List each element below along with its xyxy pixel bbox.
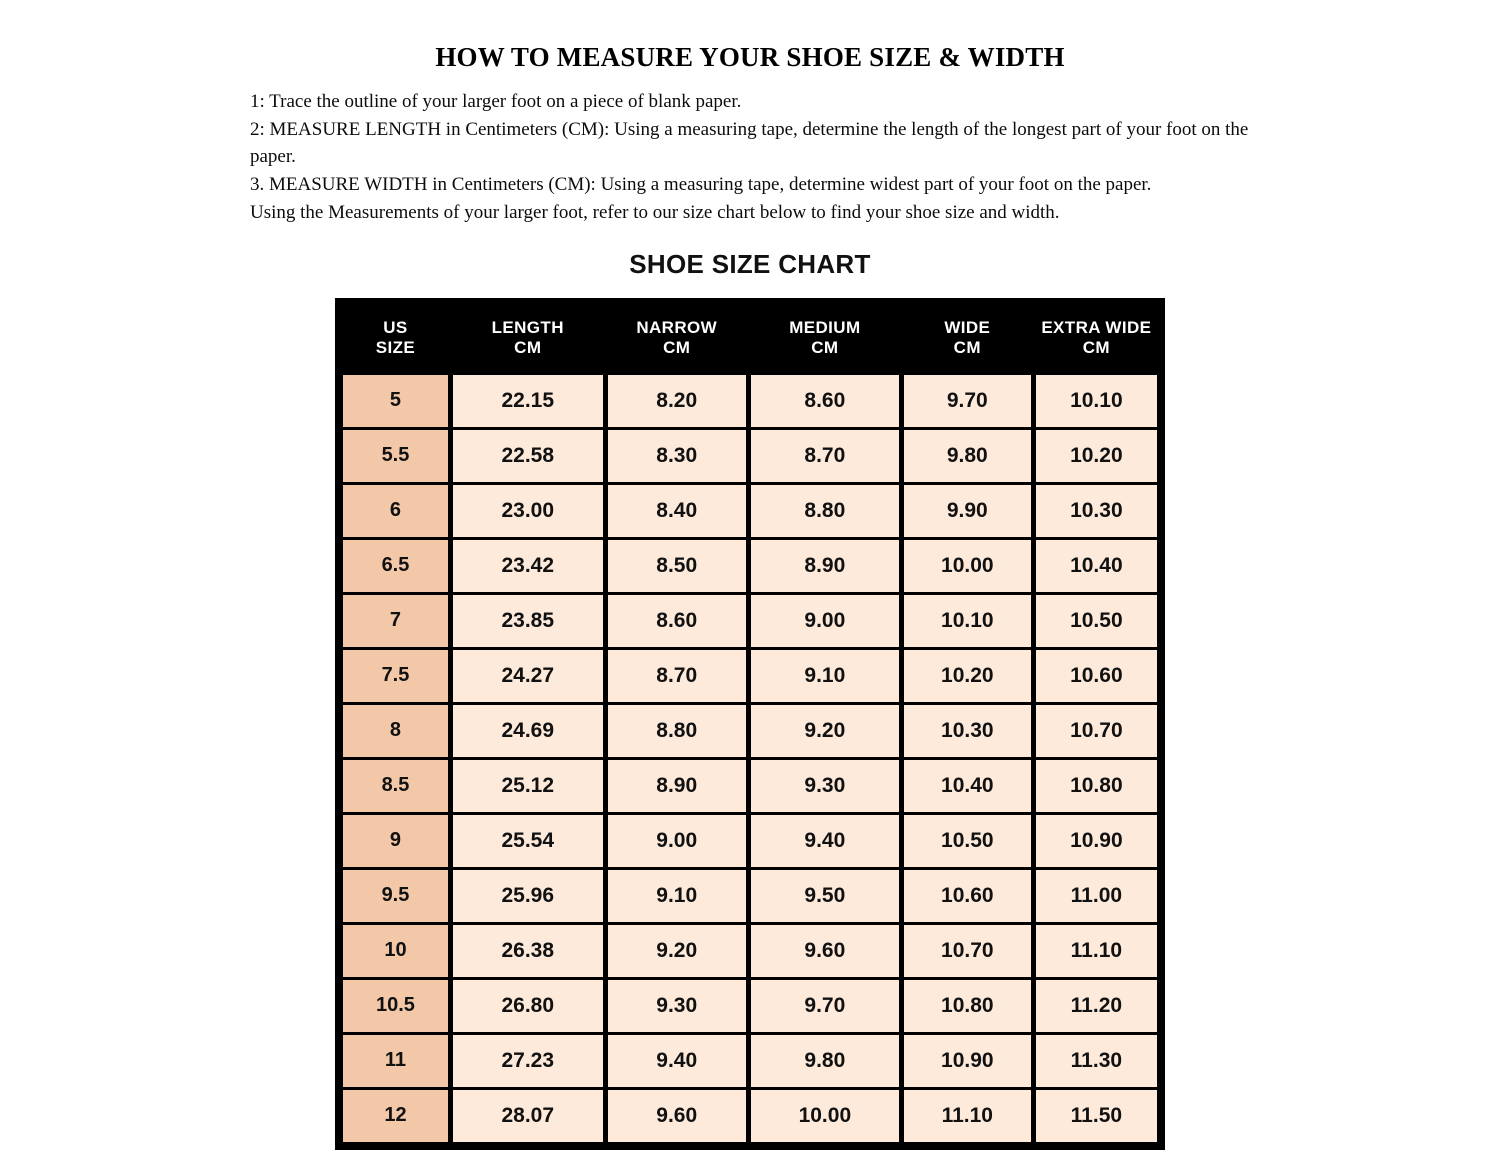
- column-header-medium-line2: CM: [811, 337, 839, 357]
- cell-us-size: 8: [343, 703, 450, 758]
- cell-wide-cm: 9.80: [901, 428, 1033, 483]
- cell-extra-wide-cm: 11.00: [1033, 868, 1157, 923]
- cell-narrow-cm: 9.10: [605, 868, 748, 923]
- cell-narrow-cm: 9.40: [605, 1033, 748, 1088]
- column-header-extra-wide-line2: CM: [1082, 337, 1110, 357]
- cell-medium-cm: 9.20: [748, 703, 901, 758]
- cell-us-size: 5: [343, 373, 450, 428]
- table-row: [343, 428, 1157, 483]
- cell-us-size: 8.5: [343, 758, 450, 813]
- column-header-length-line2: CM: [514, 337, 542, 357]
- size-chart-container: [335, 298, 1165, 1150]
- cell-medium-cm: 9.30: [748, 758, 901, 813]
- column-header-us-size-line2: SIZE: [375, 337, 416, 357]
- instruction-step-1: 1: Trace the outline of your larger foot on a piece of blank paper.: [250, 91, 742, 112]
- cell-medium-cm: 9.00: [748, 593, 901, 648]
- table-row: [343, 758, 1157, 813]
- cell-extra-wide-cm: 10.80: [1033, 758, 1157, 813]
- cell-medium-cm: 9.40: [748, 813, 901, 868]
- cell-length-cm: 22.58: [450, 428, 605, 483]
- table-row: [343, 373, 1157, 428]
- cell-extra-wide-cm: 10.70: [1033, 703, 1157, 758]
- cell-wide-cm: 10.20: [901, 648, 1033, 703]
- column-header-us-size-line1: US: [383, 317, 408, 337]
- column-header-narrow-line1: NARROW: [636, 317, 718, 337]
- cell-wide-cm: 10.00: [901, 538, 1033, 593]
- table-body: [343, 373, 1157, 1142]
- column-header-wide-line2: CM: [953, 337, 981, 357]
- column-header-extra-wide: [1033, 306, 1157, 374]
- cell-extra-wide-cm: 10.30: [1033, 483, 1157, 538]
- cell-extra-wide-cm: 10.90: [1033, 813, 1157, 868]
- cell-wide-cm: 10.30: [901, 703, 1033, 758]
- cell-length-cm: 23.85: [450, 593, 605, 648]
- chart-title: SHOE SIZE CHART: [629, 248, 871, 279]
- column-header-medium-line1: MEDIUM: [789, 317, 861, 337]
- cell-us-size: 9.5: [343, 868, 450, 923]
- cell-extra-wide-cm: 11.10: [1033, 923, 1157, 978]
- instructions-block: [250, 89, 1250, 227]
- cell-medium-cm: 10.00: [748, 1088, 901, 1142]
- table-row: [343, 868, 1157, 923]
- shoe-size-chart-page: [0, 42, 1500, 1167]
- cell-narrow-cm: 9.60: [605, 1088, 748, 1142]
- cell-extra-wide-cm: 11.50: [1033, 1088, 1157, 1142]
- table-row: [343, 923, 1157, 978]
- cell-extra-wide-cm: 10.10: [1033, 373, 1157, 428]
- column-header-medium: [748, 306, 901, 374]
- column-header-length: [450, 306, 605, 374]
- cell-extra-wide-cm: 11.30: [1033, 1033, 1157, 1088]
- cell-us-size: 10: [343, 923, 450, 978]
- cell-length-cm: 24.27: [450, 648, 605, 703]
- cell-extra-wide-cm: 10.40: [1033, 538, 1157, 593]
- table-row: [343, 1088, 1157, 1142]
- cell-medium-cm: 9.70: [748, 978, 901, 1033]
- cell-length-cm: 23.42: [450, 538, 605, 593]
- instruction-step-3: 3. MEASURE WIDTH in Centimeters (CM): Using a measuring tape, determine widest part of your foot on the paper.: [250, 173, 1152, 195]
- cell-us-size: 6.5: [343, 538, 450, 593]
- table-row: [343, 703, 1157, 758]
- cell-narrow-cm: 8.70: [605, 648, 748, 703]
- column-header-extra-wide-line1: EXTRA WIDE: [1041, 317, 1152, 337]
- cell-extra-wide-cm: 10.20: [1033, 428, 1157, 483]
- cell-medium-cm: 8.80: [748, 483, 901, 538]
- cell-medium-cm: 9.60: [748, 923, 901, 978]
- table-header-row: [343, 306, 1157, 374]
- cell-us-size: 6: [343, 483, 450, 538]
- table-row: [343, 1033, 1157, 1088]
- cell-medium-cm: 9.80: [748, 1033, 901, 1088]
- cell-us-size: 12: [343, 1088, 450, 1142]
- cell-extra-wide-cm: 10.50: [1033, 593, 1157, 648]
- column-header-narrow-line2: CM: [663, 337, 691, 357]
- column-header-us-size: [343, 306, 450, 374]
- cell-us-size: 5.5: [343, 428, 450, 483]
- cell-medium-cm: 8.60: [748, 373, 901, 428]
- column-header-narrow: [605, 306, 748, 374]
- cell-us-size: 7: [343, 593, 450, 648]
- cell-us-size: 10.5: [343, 978, 450, 1033]
- cell-narrow-cm: 8.40: [605, 483, 748, 538]
- cell-length-cm: 26.38: [450, 923, 605, 978]
- cell-extra-wide-cm: 10.60: [1033, 648, 1157, 703]
- instruction-note: Using the Measurements of your larger foot, refer to our size chart below to find your shoe size and width.: [250, 201, 1060, 223]
- cell-wide-cm: 9.90: [901, 483, 1033, 538]
- cell-narrow-cm: 8.90: [605, 758, 748, 813]
- column-header-length-line1: LENGTH: [491, 317, 564, 337]
- cell-length-cm: 23.00: [450, 483, 605, 538]
- cell-medium-cm: 9.50: [748, 868, 901, 923]
- cell-narrow-cm: 8.80: [605, 703, 748, 758]
- cell-wide-cm: 10.40: [901, 758, 1033, 813]
- table-row: [343, 978, 1157, 1033]
- cell-wide-cm: 10.80: [901, 978, 1033, 1033]
- table-header: [343, 306, 1157, 374]
- cell-wide-cm: 10.70: [901, 923, 1033, 978]
- table-row: [343, 538, 1157, 593]
- cell-narrow-cm: 8.50: [605, 538, 748, 593]
- cell-wide-cm: 10.90: [901, 1033, 1033, 1088]
- cell-wide-cm: 9.70: [901, 373, 1033, 428]
- cell-medium-cm: 8.90: [748, 538, 901, 593]
- cell-wide-cm: 10.10: [901, 593, 1033, 648]
- cell-length-cm: 28.07: [450, 1088, 605, 1142]
- cell-medium-cm: 8.70: [748, 428, 901, 483]
- page-title: HOW TO MEASURE YOUR SHOE SIZE & WIDTH: [435, 42, 1065, 72]
- column-header-wide-line1: WIDE: [944, 317, 991, 337]
- cell-narrow-cm: 9.30: [605, 978, 748, 1033]
- cell-wide-cm: 11.10: [901, 1088, 1033, 1142]
- cell-us-size: 11: [343, 1033, 450, 1088]
- cell-wide-cm: 10.50: [901, 813, 1033, 868]
- table-row: [343, 648, 1157, 703]
- table-row: [343, 483, 1157, 538]
- table-row: [343, 813, 1157, 868]
- cell-wide-cm: 10.60: [901, 868, 1033, 923]
- cell-medium-cm: 9.10: [748, 648, 901, 703]
- cell-extra-wide-cm: 11.20: [1033, 978, 1157, 1033]
- cell-narrow-cm: 8.20: [605, 373, 748, 428]
- cell-narrow-cm: 8.30: [605, 428, 748, 483]
- cell-length-cm: 24.69: [450, 703, 605, 758]
- size-chart-table: [343, 306, 1157, 1142]
- cell-narrow-cm: 9.20: [605, 923, 748, 978]
- cell-us-size: 7.5: [343, 648, 450, 703]
- cell-length-cm: 22.15: [450, 373, 605, 428]
- cell-us-size: 9: [343, 813, 450, 868]
- instruction-step-2: 2: MEASURE LENGTH in Centimeters (CM): Using a measuring tape, determine the length of the longest part of your foot on the paper.: [250, 118, 1249, 167]
- cell-length-cm: 25.12: [450, 758, 605, 813]
- cell-length-cm: 25.96: [450, 868, 605, 923]
- cell-narrow-cm: 9.00: [605, 813, 748, 868]
- column-header-wide: [901, 306, 1033, 374]
- table-row: [343, 593, 1157, 648]
- cell-length-cm: 27.23: [450, 1033, 605, 1088]
- cell-length-cm: 26.80: [450, 978, 605, 1033]
- cell-length-cm: 25.54: [450, 813, 605, 868]
- cell-narrow-cm: 8.60: [605, 593, 748, 648]
